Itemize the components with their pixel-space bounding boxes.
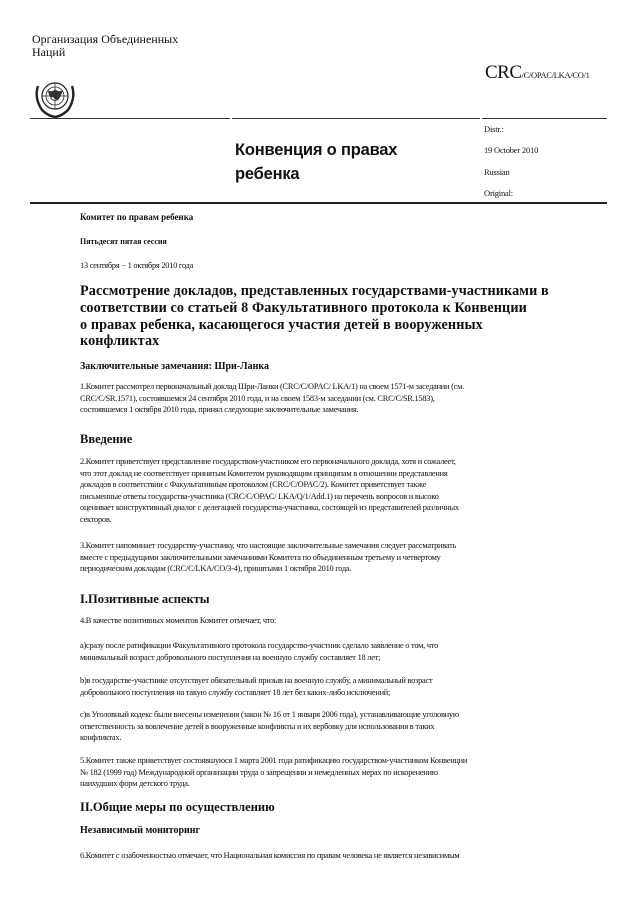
document-language: Russian [484, 167, 510, 177]
committee-name: Комитет по правам ребенка [80, 212, 194, 222]
session-dates: 13 сентября − 1 октября 2010 года [80, 261, 194, 270]
paragraph-4: 4.В качестве позитивных моментов Комитет отмечает, что: [80, 616, 277, 625]
convention-title: Конвенция о правах ребенка [235, 141, 398, 183]
paragraph-5: 5.Комитет также приветствует состоявшуюся 1 марта 2001 года ратификацию государством-участником Конвенции № 182 (1999 год) Международной организации труда о запрещении и немедленных мерах по искоренению наихудших форм детского труда. [80, 756, 468, 789]
paragraph-4b: b)в государстве-участнике отсутствует обязательный призыв на военную службу, а минимальный возраст добровольного поступления на такую службу составляет 18 лет без каких-либо исключений; [80, 676, 433, 697]
main-heading: Рассмотрение докладов, представленных государствами-участниками в соответствии со статьей 8 Факультативного протокола к Конвенции о правах ребенка, касающегося участия детей в вооруженных конфликтах [80, 283, 549, 350]
header-divider [30, 202, 607, 204]
document-date: 19 October 2010 [484, 145, 539, 155]
paragraph-6: 6.Комитет с озабоченностью отмечает, что Национальная комиссия по правам человека не является независимым [80, 851, 460, 860]
concluding-observations-heading: Заключительные замечания: Шри-Ланка [80, 361, 269, 372]
independent-monitoring-heading: Независимый мониторинг [80, 825, 201, 836]
paragraph-4a: a)сразу после ратификации Факультативного протокола государство-участник сделало заявление о том, что минимальный возраст добровольного поступления на военную службу составляет 18 лет; [80, 641, 439, 662]
distr-label: Distr.: [484, 124, 504, 134]
divider [232, 118, 480, 119]
original-label: Original: [484, 188, 513, 198]
paragraph-2: 2.Комитет приветствует представление государством-участником его первоначального доклада, хотя и сожалеет, что этот доклад не соответствует принятым Комитетом руководящим принципам в отношении представления докладов в соответствии с Факультативным протоколом (CRC/C/OPAC/2). Комитет приветствует также письменные ответы государства-участника (CRC/C/OPAC/ LKA/Q/1/Add.1) на перечень вопросов и высоко оценивает конструктивный диалог с делегацией государства-участника, состоящей из представителей различных секторов. [80, 457, 459, 524]
document-symbol [485, 62, 590, 84]
section-2-heading: II.Общие меры по осуществлению [80, 800, 275, 814]
divider [30, 118, 230, 119]
introduction-heading: Введение [80, 432, 133, 446]
symbol-sub: /C/OPAC/LKA/CO/1 [521, 70, 590, 80]
organization-name: Организация Объединенных Наций [32, 32, 179, 59]
un-emblem-icon [32, 76, 78, 120]
symbol-main: CRC [485, 62, 522, 83]
paragraph-1: 1.Комитет рассмотрел первоначальный доклад Шри-Ланки (CRC/C/OPAC/ LKA/1) на своем 1571-м заседании (см. CRC/C/SR.1571), состоявшемся 24 сентября 2010 года, и на своем 1583-м заседании (см. CRC/C/SR.1583), состоявшемся 1 октября 2010 года, принял следующие заключительные замечания. [80, 382, 465, 415]
section-1-heading: I.Позитивные аспекты [80, 592, 210, 606]
divider [482, 118, 607, 119]
session-name: Пятьдесят пятая сессия [80, 237, 167, 246]
paragraph-4c: c)в Уголовный кодекс были внесены изменения (закон № 16 от 1 января 2006 года), устанавливающие уголовную ответственность за вовлечение детей в вооруженные конфликты и их вербовку для использования в таких конфликтах. [80, 710, 459, 743]
paragraph-3: 3.Комитет напоминает государству-участнику, что настоящие заключительные замечания следует рассматривать вместе с предыдущими заключительными замечаниями Комитета по объединенным третьему и четвертому периодическим докладам (CRC/C/LKA/CO/3-4), принятыми 1 октября 2010 года. [80, 541, 457, 574]
